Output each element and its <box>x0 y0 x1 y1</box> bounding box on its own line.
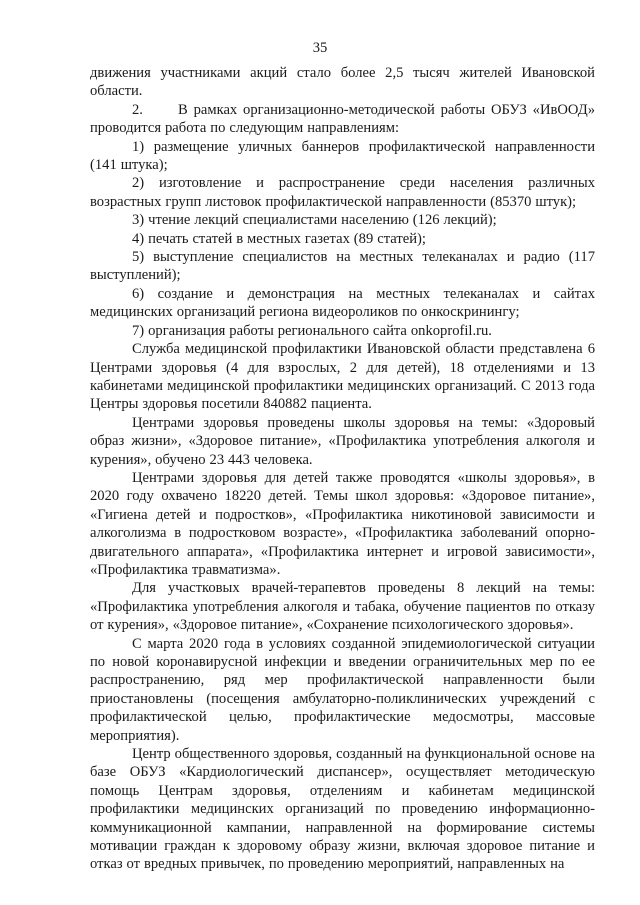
list-item-videos: 6) создание и демонстрация на местных телеканалах и сайтах медицинских организаций региона видеороликов по онкоскринингу; <box>90 285 595 321</box>
paragraph-children-schools: Центрами здоровья для детей также проводятся «школы здоровья», в 2020 году охвачено 18220 детей. Темы школ здоровья: «Здоровое питание», «Гигиена детей и подростков», «Профилактика никотиновой зависимости и алкоголизма в подростковом возрасте», «Профилактика заболеваний опорно-двигательного аппарата», «Профилактика интернет и игровой зависимости», «Профилактика травматизма». <box>90 469 595 578</box>
paragraph-public-health-center: Центр общественного здоровья, созданный на функциональной основе на базе ОБУЗ «Кардиологический диспансер», осуществляет методическую помощь Центрам здоровья, отделениям и кабинетам медицинской профилактики медицинских организаций по проведению информационно-коммуникационной кампании, направленной на формирование системы мотивации граждан к здоровому образу жизни, включая здоровое питание и отказ от вредных привычек, по проведению мероприятий, направленных на <box>90 746 595 873</box>
paragraph-therapist-lectures: Для участковых врачей-терапевтов проведены 8 лекций на темы: «Профилактика употребления алкоголя и табака, обучение пациентов по отказу от курения», «Здоровое питание», «Сохранение психологического здоровья». <box>90 580 595 634</box>
list-item-lectures: 3) чтение лекций специалистами населению (126 лекций); <box>132 212 497 229</box>
body-text <box>90 64 595 874</box>
list-item-leaflets: 2) изготовление и распространение среди населения различных возрастных групп листовок профилактической направленности (85370 штук); <box>90 175 595 210</box>
paragraph-continuation: движения участниками акций стало более 2,5 тысяч жителей Ивановской области. <box>90 65 595 100</box>
paragraph-prevention-service: Служба медицинской профилактики Ивановской области представлена 6 Центрами здоровья (4 для взрослых, 2 для детей), 18 отделениями и 13 кабинетами медицинской профилактики медицинских организаций. С 2013 года Центры здоровья посетили 840882 пациента. <box>90 341 595 413</box>
list-item-articles: 4) печать статей в местных газетах (89 статей); <box>132 230 426 247</box>
paragraph-health-schools: Центрами здоровья проведены школы здоровья на темы: «Здоровый образ жизни», «Здоровое питание», «Профилактика употребления алкоголя и курения», обучено 23 443 человека. <box>90 414 595 468</box>
paragraph-section-2: 2. В рамках организационно-методической работы ОБУЗ «ИвООД» проводится работа по следующим направлениям: <box>90 101 595 137</box>
list-item-website: 7) организация работы регионального сайта onkoprofil.ru. <box>132 322 492 339</box>
list-item-banners: 1) размещение уличных баннеров профилактической направленности (141 штука); <box>90 138 595 174</box>
list-item-broadcasts: 5) выступление специалистов на местных телеканалах и радио (117 выступлений); <box>90 249 595 284</box>
page-number: 35 <box>312 40 328 56</box>
paragraph-covid-restrictions: С марта 2020 года в условиях созданной эпидемиологической ситуации по новой коронавирусной инфекции и введении ограничительных мер по ее распространению, ряд мер профилактической направленности были приостановлены (посещения амбулаторно-поликлинических учреждений с профилактической целью, профилактические медосмотры, массовые мероприятия). <box>90 635 595 744</box>
